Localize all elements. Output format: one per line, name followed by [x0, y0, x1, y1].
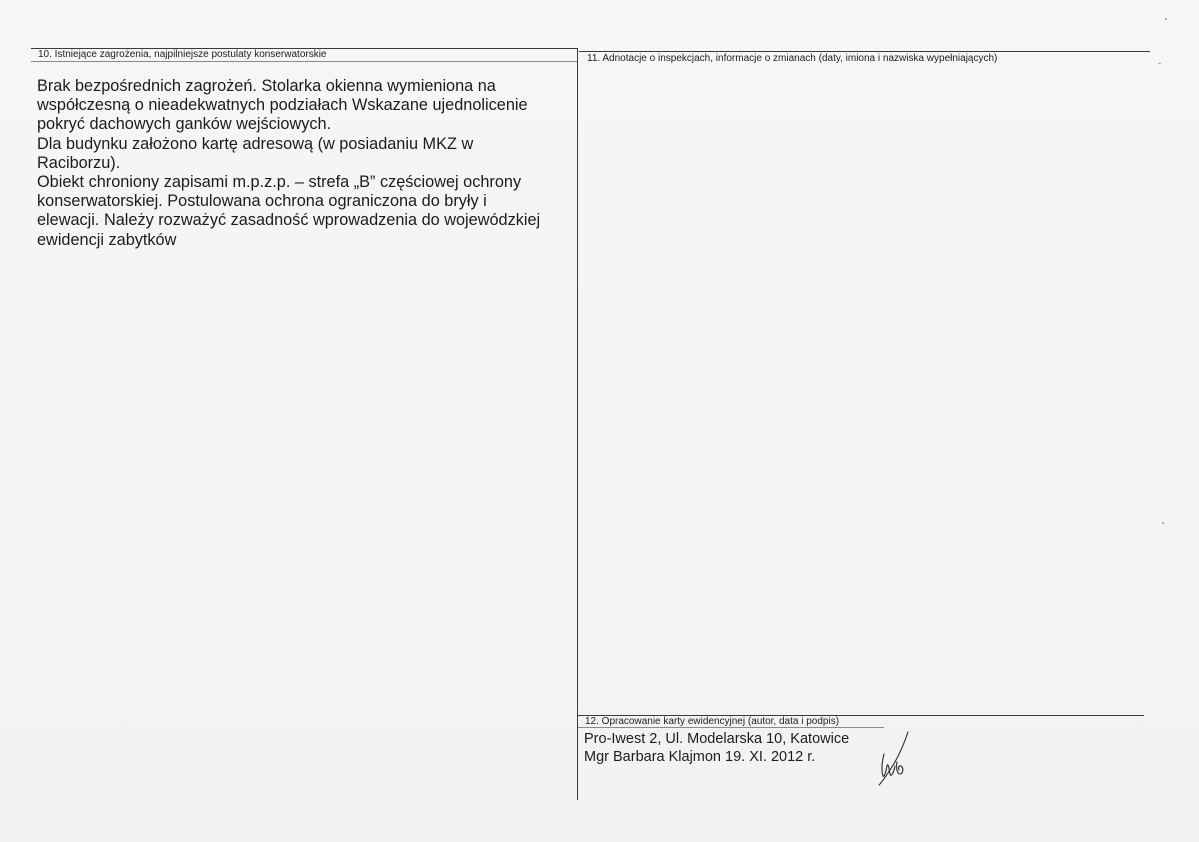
section-10-line-5: Raciborzu). [37, 153, 121, 172]
author-address: Pro-Iwest 2, Ul. Modelarska 10, Katowice [584, 731, 850, 747]
handwritten-signature-icon [870, 728, 920, 788]
author-name-date: Mgr Barbara Klajmon 19. XI. 2012 r. [584, 749, 816, 765]
section-10-line-6: Obiekt chroniony zapisami m.p.z.p. – strefa „B” częściowej ochrony [37, 173, 522, 192]
section-10-label-underline [31, 61, 577, 62]
section-10-line-2: współczesną o nieadekwatnych podziałach Wskazane ujednolicenie [37, 96, 528, 115]
section-10-body [37, 77, 540, 250]
section-12-label: 12. Opracowanie karty ewidencyjnej (autor, data i podpis) [585, 716, 840, 727]
section-10-line-8: elewacji. Należy rozważyć zasadność wprowadzenia do wojewódzkiej [37, 211, 541, 230]
section-10-line-7: konserwatorskiej. Postulowana ochrona ograniczona do bryły i [37, 192, 487, 211]
section-10-line-3: pokryć dachowych ganków wejściowych. [37, 115, 332, 134]
section-12-body [584, 730, 849, 766]
section-11-top-rule [579, 51, 1150, 52]
section-10-line-4: Dla budynku założono kartę adresową (w posiadaniu MKZ w [37, 134, 474, 153]
scan-speck [1165, 18, 1167, 20]
section-10-line-9: ewidencji zabytków [37, 230, 177, 249]
column-divider [577, 48, 578, 800]
section-10-label: 10. Istniejące zagrożenia, najpilniejsze postulaty konserwatorskie [38, 49, 327, 60]
scan-speck [1158, 63, 1161, 64]
scan-speck [1162, 522, 1164, 524]
section-10-line-1: Brak bezpośrednich zagrożeń. Stolarka okienna wymieniona na [37, 77, 496, 95]
section-11-label: 11. Adnotacje o inspekcjach, informacje o zmianach (daty, imiona i nazwiska wypełniających) [587, 53, 998, 64]
